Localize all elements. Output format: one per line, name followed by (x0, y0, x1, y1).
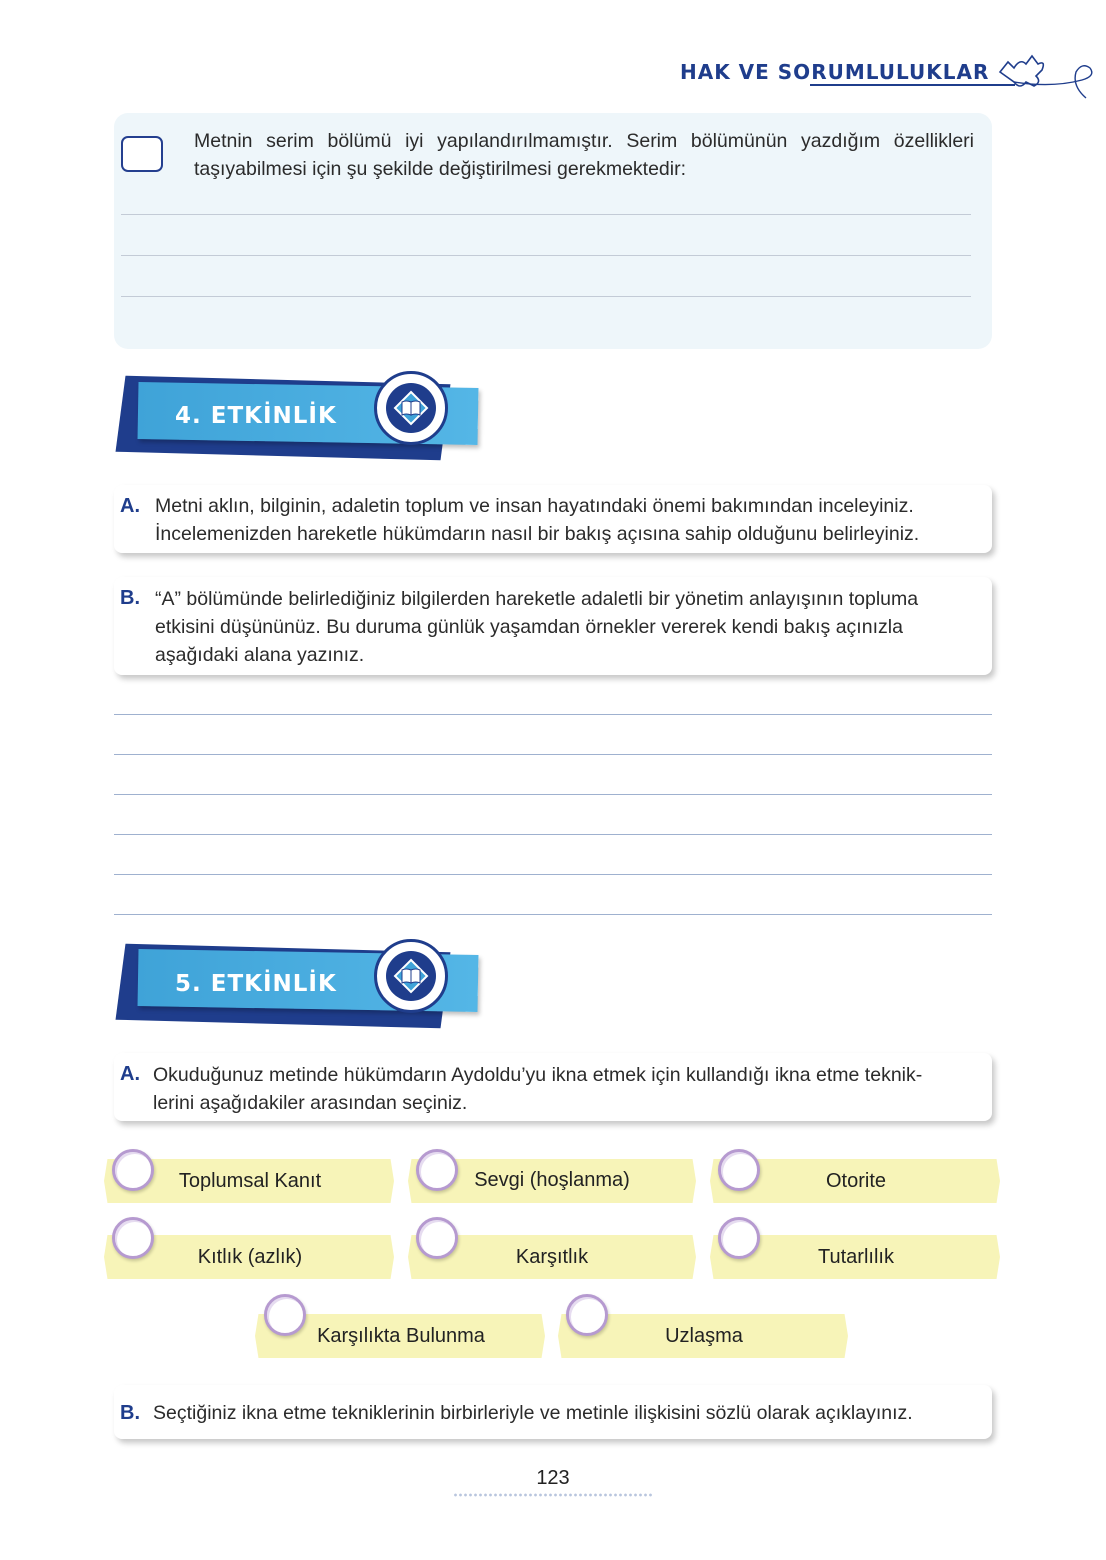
question-line: Okuduğunuz metinde hükümdarın Aydoldu’yu ikna etmek için kullandığı ikna etme teknik- (153, 1064, 923, 1086)
answer-line[interactable] (114, 834, 992, 835)
option-label[interactable]: Karşıtlık (515, 1246, 589, 1268)
option-select-circle[interactable] (718, 1217, 760, 1259)
answer-line[interactable] (121, 296, 971, 297)
option-label[interactable]: Kıtlık (azlık) (197, 1246, 303, 1268)
question-line: “A” bölümünde belirlediğiniz bilgilerden hareketle adaletli bir yönetim anlayışının topluma (155, 588, 919, 610)
answer-line[interactable] (121, 255, 971, 256)
option-label[interactable]: Karşılıkta Bulunma (317, 1325, 485, 1347)
page-number: 123 (536, 1467, 570, 1489)
answer-line[interactable] (114, 794, 992, 795)
open-book-icon (386, 383, 436, 433)
answer-line[interactable] (114, 754, 992, 755)
open-book-badge (374, 939, 448, 1013)
answer-checkbox[interactable] (121, 136, 163, 172)
option-label[interactable]: Tutarlılık (818, 1246, 894, 1268)
question-line: Seçtiğiniz ikna etme tekniklerinin birbirleriyle ve metinle ilişkisini sözlü olarak açıklayınız. (153, 1402, 913, 1424)
question-letter: A. (120, 1063, 140, 1085)
option-select-circle[interactable] (112, 1149, 154, 1191)
open-book-badge (374, 371, 448, 445)
question-line: etkisini düşününüz. Bu duruma günlük yaşamdan örnekler vererek kendi bakış açınızla (155, 616, 903, 638)
question-line: Metni aklın, bilginin, adaletin toplum ve insan hayatındaki önemi bakımından inceleyiniz. (155, 495, 914, 517)
question-line: İncelemenizden hareketle hükümdarın nasıl bir bakış açısına sahip olduğunu belirleyiniz. (155, 523, 920, 545)
puzzle-piece-icon (992, 42, 1100, 102)
option-select-circle[interactable] (566, 1294, 608, 1336)
serim-instruction-text: Metnin serim bölümü iyi yapılandırılmamıştır. Serim bölümünün yazdığım özellikleri taşıyabilmesi için şu şekilde değiştirilmesi gerekmektedir: (194, 130, 974, 180)
option-select-circle[interactable] (718, 1149, 760, 1191)
option-label[interactable]: Toplumsal Kanıt (178, 1170, 322, 1192)
activity-title: 4. ETKİNLİK (175, 403, 337, 429)
answer-line[interactable] (114, 914, 992, 915)
answer-line[interactable] (114, 714, 992, 715)
activity-title: 5. ETKİNLİK (175, 971, 337, 997)
question-line: lerini aşağıdakiler arasından seçiniz. (153, 1092, 468, 1114)
option-select-circle[interactable] (112, 1217, 154, 1259)
question-letter: B. (120, 587, 140, 609)
question-letter: B. (120, 1402, 140, 1424)
question-letter: A. (120, 495, 140, 517)
open-book-icon (386, 951, 436, 1001)
answer-line[interactable] (121, 214, 971, 215)
option-label[interactable]: Sevgi (hoşlanma) (474, 1169, 630, 1191)
option-label[interactable]: Uzlaşma (665, 1325, 743, 1347)
page-number-dots (453, 1492, 653, 1498)
header-underline (810, 84, 1015, 86)
option-label[interactable]: Otorite (825, 1170, 887, 1192)
answer-line[interactable] (114, 874, 992, 875)
page-header-title: HAK VE SORUMLULUKLAR (680, 60, 990, 84)
question-line: aşağıdaki alana yazınız. (155, 644, 365, 666)
